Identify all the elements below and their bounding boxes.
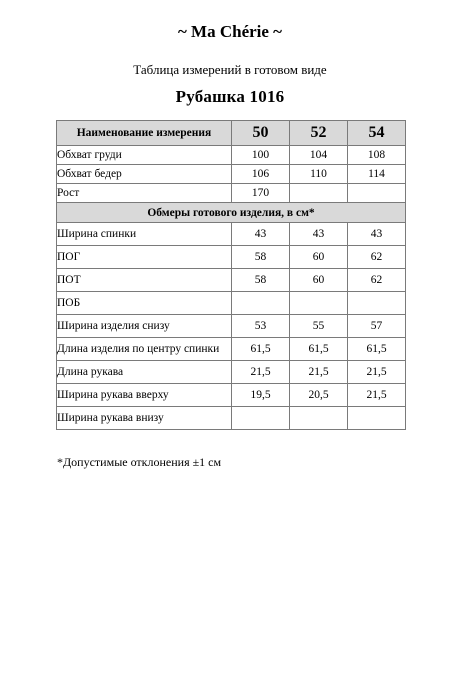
cell-value [290, 184, 348, 203]
table-row [57, 269, 406, 292]
row-label: Ширина рукава вверху [57, 384, 232, 407]
tolerance-note: *Допустимые отклонения ±1 см [57, 455, 222, 469]
table-row [57, 223, 406, 246]
row-label: ПОГ [57, 246, 232, 269]
size-header-54: 54 [348, 121, 406, 146]
cell-value: 21,5 [232, 361, 290, 384]
cell-value: 60 [290, 246, 348, 269]
row-label: Ширина спинки [57, 223, 232, 246]
cell-value: 62 [348, 246, 406, 269]
cell-value: 57 [348, 315, 406, 338]
cell-value: 21,5 [348, 361, 406, 384]
row-label: Обхват бедер [57, 165, 232, 184]
size-header-52: 52 [290, 121, 348, 146]
table-row [57, 361, 406, 384]
cell-value: 43 [348, 223, 406, 246]
table-row [57, 246, 406, 269]
row-label: Обхват груди [57, 146, 232, 165]
row-label: Ширина рукава внизу [57, 407, 232, 430]
cell-value: 43 [232, 223, 290, 246]
cell-value [348, 292, 406, 315]
cell-value: 21,5 [348, 384, 406, 407]
table-row [57, 407, 406, 430]
cell-value: 58 [232, 269, 290, 292]
cell-value: 61,5 [232, 338, 290, 361]
table-header-row [57, 121, 406, 146]
cell-value: 62 [348, 269, 406, 292]
cell-value: 61,5 [348, 338, 406, 361]
size-header-50: 50 [232, 121, 290, 146]
cell-value [348, 407, 406, 430]
table-row [57, 184, 406, 203]
cell-value: 58 [232, 246, 290, 269]
cell-value [290, 407, 348, 430]
measurement-table [56, 120, 406, 430]
table-subtitle: Таблица измерений в готовом виде [133, 62, 327, 77]
table-row [57, 165, 406, 184]
cell-value: 106 [232, 165, 290, 184]
cell-value: 104 [290, 146, 348, 165]
brand-title: ~ Ma Chérie ~ [177, 22, 283, 41]
cell-value: 19,5 [232, 384, 290, 407]
cell-value: 53 [232, 315, 290, 338]
section-title: Обмеры готового изделия, в см* [57, 203, 406, 223]
cell-value [232, 292, 290, 315]
cell-value: 55 [290, 315, 348, 338]
cell-value [348, 184, 406, 203]
row-label: Длина рукава [57, 361, 232, 384]
table-row [57, 384, 406, 407]
table-row [57, 338, 406, 361]
row-label: Ширина изделия снизу [57, 315, 232, 338]
cell-value: 108 [348, 146, 406, 165]
cell-value: 110 [290, 165, 348, 184]
section-header-row [57, 203, 406, 223]
product-title: Рубашка 1016 [175, 87, 285, 106]
cell-value: 61,5 [290, 338, 348, 361]
cell-value: 100 [232, 146, 290, 165]
cell-value: 43 [290, 223, 348, 246]
cell-value: 60 [290, 269, 348, 292]
row-label: Длина изделия по центру спинки [57, 338, 232, 361]
table-row [57, 315, 406, 338]
cell-value: 170 [232, 184, 290, 203]
cell-value [232, 407, 290, 430]
row-label: ПОТ [57, 269, 232, 292]
cell-value: 114 [348, 165, 406, 184]
cell-value: 20,5 [290, 384, 348, 407]
row-label: Рост [57, 184, 232, 203]
table-row [57, 146, 406, 165]
cell-value [290, 292, 348, 315]
table-row [57, 292, 406, 315]
cell-value: 21,5 [290, 361, 348, 384]
measurement-name-header: Наименование измерения [57, 121, 232, 146]
row-label: ПОБ [57, 292, 232, 315]
